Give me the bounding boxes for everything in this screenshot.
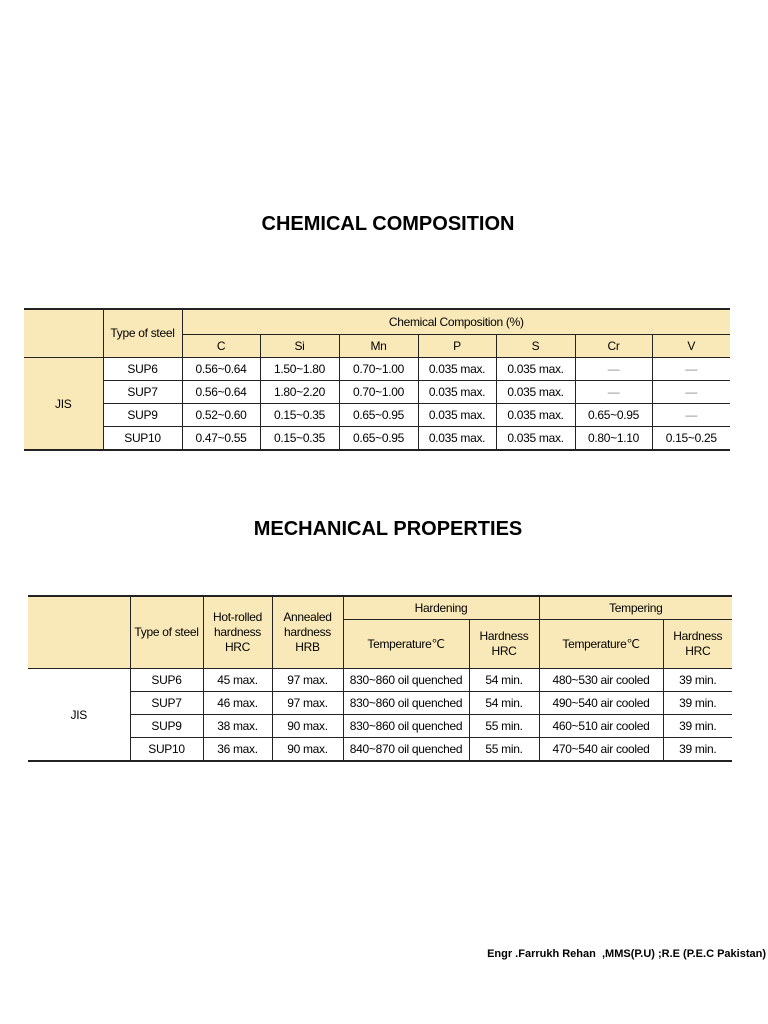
value-cell: 0.52~0.60 bbox=[182, 404, 260, 427]
tempering-hrc-cell: 39 min. bbox=[663, 692, 732, 715]
hardening-hrc-cell: 55 min. bbox=[469, 738, 539, 762]
table-row bbox=[28, 692, 732, 715]
value-cell: 0.65~0.95 bbox=[575, 404, 652, 427]
value-cell: 1.80~2.20 bbox=[260, 381, 339, 404]
annealed-cell: 97 max. bbox=[272, 669, 343, 692]
grade-cell: SUP10 bbox=[103, 427, 182, 451]
tempering-hrc-cell: 39 min. bbox=[663, 715, 732, 738]
value-cell: 0.65~0.95 bbox=[339, 404, 418, 427]
value-cell: 0.035 max. bbox=[418, 404, 496, 427]
hot-rolled-hardness-header: Hot-rolled hardness HRC bbox=[203, 596, 272, 669]
chemical-composition-group-header: Chemical Composition (%) bbox=[182, 309, 730, 335]
value-cell: 0.56~0.64 bbox=[182, 381, 260, 404]
grade-cell: SUP9 bbox=[130, 715, 203, 738]
hardening-group-header: Hardening bbox=[343, 596, 539, 620]
value-cell: — bbox=[575, 358, 652, 381]
value-cell: 0.035 max. bbox=[418, 381, 496, 404]
chemical-composition-table bbox=[24, 308, 730, 451]
value-cell: 0.035 max. bbox=[496, 404, 575, 427]
value-cell: 0.035 max. bbox=[418, 358, 496, 381]
grade-cell: SUP7 bbox=[103, 381, 182, 404]
hardening-temp-cell: 840~870 oil quenched bbox=[343, 738, 469, 762]
type-of-steel-header: Type of steel bbox=[130, 596, 203, 669]
tempering-temp-cell: 490~540 air cooled bbox=[539, 692, 663, 715]
corner-cell bbox=[24, 309, 103, 358]
tempering-hrc-cell: 39 min. bbox=[663, 738, 732, 762]
hardening-temp-cell: 830~860 oil quenched bbox=[343, 715, 469, 738]
annealed-cell: 90 max. bbox=[272, 738, 343, 762]
table-row bbox=[24, 381, 730, 404]
value-cell: — bbox=[652, 358, 730, 381]
value-cell: 0.56~0.64 bbox=[182, 358, 260, 381]
tempering-group-header: Tempering bbox=[539, 596, 732, 620]
element-header: S bbox=[496, 335, 575, 358]
value-cell: 0.70~1.00 bbox=[339, 358, 418, 381]
mechanical-properties-table bbox=[28, 595, 732, 762]
element-header: Si bbox=[260, 335, 339, 358]
hardening-hrc-cell: 55 min. bbox=[469, 715, 539, 738]
table-row bbox=[28, 738, 732, 762]
standard-cell: JIS bbox=[24, 358, 103, 451]
hot-rolled-cell: 38 max. bbox=[203, 715, 272, 738]
table-row bbox=[24, 404, 730, 427]
value-cell: 0.15~0.35 bbox=[260, 427, 339, 451]
tempering-temp-cell: 480~530 air cooled bbox=[539, 669, 663, 692]
value-cell: 0.035 max. bbox=[418, 427, 496, 451]
element-header: P bbox=[418, 335, 496, 358]
tempering-hardness-header: Hardness HRC bbox=[663, 620, 732, 669]
value-cell: 0.035 max. bbox=[496, 427, 575, 451]
hardening-hrc-cell: 54 min. bbox=[469, 692, 539, 715]
author-credit: Engr .Farrukh Rehan ,MMS(P.U) ;R.E (P.E.C Pakistan) bbox=[487, 948, 766, 960]
mechanical-properties-heading: MECHANICAL PROPERTIES bbox=[253, 518, 523, 540]
annealed-hardness-header: Annealed hardness HRB bbox=[272, 596, 343, 669]
value-cell: — bbox=[575, 381, 652, 404]
value-cell: 0.15~0.35 bbox=[260, 404, 339, 427]
hot-rolled-cell: 46 max. bbox=[203, 692, 272, 715]
corner-cell bbox=[28, 596, 130, 669]
tempering-temperature-header: Temperature℃ bbox=[539, 620, 663, 669]
hardening-temperature-header: Temperature℃ bbox=[343, 620, 469, 669]
value-cell: 0.70~1.00 bbox=[339, 381, 418, 404]
tempering-temp-cell: 470~540 air cooled bbox=[539, 738, 663, 762]
value-cell: 0.47~0.55 bbox=[182, 427, 260, 451]
hot-rolled-cell: 45 max. bbox=[203, 669, 272, 692]
value-cell: 0.65~0.95 bbox=[339, 427, 418, 451]
value-cell: 0.80~1.10 bbox=[575, 427, 652, 451]
grade-cell: SUP10 bbox=[130, 738, 203, 762]
hardening-temp-cell: 830~860 oil quenched bbox=[343, 669, 469, 692]
grade-cell: SUP9 bbox=[103, 404, 182, 427]
element-header: V bbox=[652, 335, 730, 358]
grade-cell: SUP7 bbox=[130, 692, 203, 715]
value-cell: 0.15~0.25 bbox=[652, 427, 730, 451]
annealed-cell: 90 max. bbox=[272, 715, 343, 738]
table-row bbox=[28, 669, 732, 692]
value-cell: 1.50~1.80 bbox=[260, 358, 339, 381]
value-cell: 0.035 max. bbox=[496, 381, 575, 404]
annealed-cell: 97 max. bbox=[272, 692, 343, 715]
element-header: C bbox=[182, 335, 260, 358]
hardening-hardness-header: Hardness HRC bbox=[469, 620, 539, 669]
table-row bbox=[28, 715, 732, 738]
element-header: Mn bbox=[339, 335, 418, 358]
tempering-hrc-cell: 39 min. bbox=[663, 669, 732, 692]
hardening-hrc-cell: 54 min. bbox=[469, 669, 539, 692]
hot-rolled-cell: 36 max. bbox=[203, 738, 272, 762]
grade-cell: SUP6 bbox=[103, 358, 182, 381]
value-cell: — bbox=[652, 404, 730, 427]
type-of-steel-header: Type of steel bbox=[103, 309, 182, 358]
grade-cell: SUP6 bbox=[130, 669, 203, 692]
table-row bbox=[24, 358, 730, 381]
chemical-composition-heading: CHEMICAL COMPOSITION bbox=[261, 213, 515, 235]
value-cell: — bbox=[652, 381, 730, 404]
table-row bbox=[24, 427, 730, 451]
value-cell: 0.035 max. bbox=[496, 358, 575, 381]
tempering-temp-cell: 460~510 air cooled bbox=[539, 715, 663, 738]
standard-cell: JIS bbox=[28, 669, 130, 762]
element-header: Cr bbox=[575, 335, 652, 358]
hardening-temp-cell: 830~860 oil quenched bbox=[343, 692, 469, 715]
